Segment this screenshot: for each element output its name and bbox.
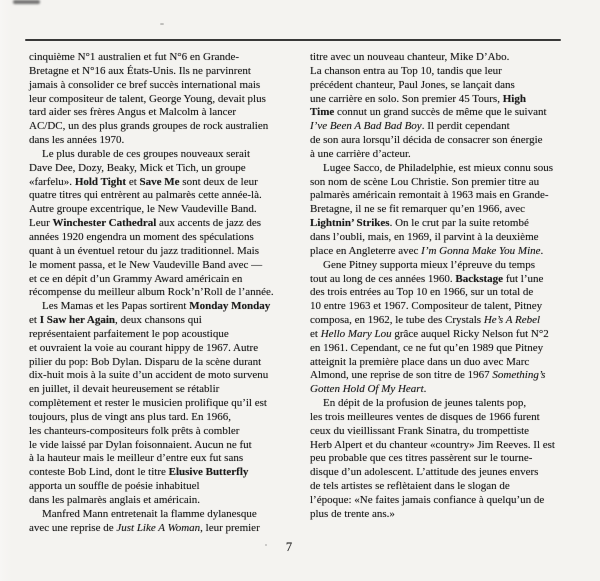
text-line	[29, 480, 301, 494]
text-line	[310, 439, 590, 453]
text-segment: La chanson entra au Top 10, tandis que leur	[310, 64, 502, 77]
text-column-left	[29, 51, 301, 536]
scan-artifact-speck	[265, 544, 267, 546]
text-segment: les chanteurs-compositeurs folk prêts à combler	[29, 424, 240, 437]
text-segment: Herb Alpert et du chanteur «country» Jim Reeves. Il est	[310, 438, 555, 451]
text-segment: le vide laissé par Dylan foisonnaient. Aucun ne fut	[29, 438, 252, 451]
text-segment: des trois entrées au Top 10 en 1966, sur un total de	[310, 286, 534, 299]
text-segment: récompense du meilleur album Rock’n’Roll de l’année.	[29, 286, 274, 299]
text-line	[29, 148, 301, 162]
text-segment: AC/DC, un des plus grands groupes de rock australien	[29, 120, 269, 133]
text-segment: dans les années 1970.	[29, 134, 125, 147]
bold-text: Lightnin’ Strikes	[310, 217, 390, 230]
paragraph	[310, 162, 590, 259]
text-segment: titre avec un nouveau chanteur, Mike D’Abo.	[310, 51, 510, 63]
text-segment: tout au long de ces années 1960.	[310, 272, 456, 285]
text-line	[29, 356, 301, 370]
text-line	[29, 425, 301, 439]
text-segment: en 1961. Cependant, ce ne fut qu’en 1989 que Pitney	[310, 341, 544, 354]
text-line	[310, 231, 590, 245]
text-segment: et	[29, 314, 40, 327]
text-line	[310, 259, 590, 273]
text-line	[29, 439, 301, 453]
text-line	[310, 508, 590, 522]
text-segment: Lugee Sacco, de Philadelphie, est mieux connu sous	[323, 161, 554, 174]
text-line	[29, 411, 301, 425]
text-segment: pilier du pop: Bob Dylan. Disparu de la scène durant	[29, 355, 262, 368]
text-line	[29, 259, 301, 273]
text-segment: plus de trente ans.»	[310, 507, 395, 520]
text-segment: ceux du vieillissant Frank Sinatra, du trompettiste	[310, 424, 530, 437]
text-segment: . On le crut par la suite retombé	[389, 217, 529, 230]
italic-text: He’s A Rebel	[483, 314, 541, 327]
text-segment: Gene Pitney supporta mieux l’épreuve du temps	[323, 258, 536, 271]
bold-text: I Saw her Again	[39, 314, 115, 327]
text-segment: Manfred Mann entretenait la flamme dylanesque	[42, 507, 257, 520]
text-segment: Le plus durable de ces groupes nouveaux serait	[42, 147, 251, 160]
text-segment: le moment passa, et le New Vaudeville Band avec —	[29, 258, 263, 271]
text-line	[310, 383, 590, 397]
bold-text: Time	[310, 106, 335, 119]
paragraph	[29, 508, 301, 536]
text-line	[29, 369, 301, 383]
text-line	[310, 452, 590, 466]
text-line	[310, 203, 590, 217]
text-segment: quatre titres qui entrèrent au palmarès cette année-là.	[29, 189, 262, 202]
text-line	[29, 314, 301, 328]
bold-text: High	[502, 92, 526, 105]
text-segment: cinquième N°1 australien et fut N°6 en Grande-	[29, 51, 240, 63]
text-segment: toujours, plus de vingt ans plus tard. En 1966,	[29, 410, 231, 423]
text-segment: une carrière en solo. Son premier 45 Tours,	[310, 92, 503, 105]
text-line	[310, 369, 590, 383]
text-segment: leur compositeur de talent, George Young, devait plus	[29, 92, 266, 105]
text-segment: disque d’un adolescent. L’attitude des jeunes envers	[310, 466, 539, 479]
text-line	[310, 65, 590, 79]
text-line	[310, 300, 590, 314]
text-segment: les trois meilleures ventes de disques de 1966 furent	[310, 410, 540, 423]
text-line	[310, 162, 590, 176]
paragraph	[29, 300, 301, 508]
text-segment: En dépit de la profusion de jeunes talents pop,	[323, 397, 527, 410]
text-segment: 10 entre 1963 et 1967. Compositeur de talent, Pitney	[310, 300, 543, 313]
text-segment: connut un grand succès de même que le suivant	[334, 106, 547, 119]
text-segment: aux accents de jazz des	[156, 217, 262, 230]
text-segment: avec une reprise de	[29, 521, 117, 534]
text-line	[310, 466, 590, 480]
text-segment: composa, en 1962, le tube des Crystals	[310, 314, 484, 327]
text-line	[29, 162, 301, 176]
text-line	[29, 286, 301, 300]
text-segment: Leur	[29, 217, 53, 230]
text-line	[310, 176, 590, 190]
italic-text: I’ve Been A Bad Bad Boy	[310, 120, 422, 133]
text-segment: quant à un éventuel retour du jazz traditionnel. Mais	[29, 244, 260, 257]
text-segment: conteste Bob Lind, dont le titre	[29, 466, 169, 479]
bold-text: Backstage	[455, 272, 504, 285]
text-segment: apporta un souffle de poésie inhabituel	[29, 480, 200, 493]
text-segment: complètement et rester le musicien prolifique qu’il est	[29, 397, 267, 410]
italic-text: Something’s	[492, 369, 546, 382]
text-line	[310, 217, 590, 231]
text-line	[29, 245, 301, 259]
top-divider-rule	[25, 39, 561, 41]
text-line	[29, 273, 301, 287]
text-segment: l’époque: «Ne faites jamais confiance à quelqu’un de	[310, 494, 545, 506]
scan-artifact-smudge	[13, 0, 40, 4]
text-segment: en juillet, il devait heureusement se rétablir	[29, 383, 220, 396]
text-segment: dans les palmarès anglais et américain.	[29, 494, 201, 506]
text-segment: et	[310, 327, 321, 340]
text-segment: dix-huit mois à la suite d’un accident de moto survenu	[29, 369, 269, 382]
italic-text: Gotten Hold Of My Heart	[310, 383, 424, 396]
text-segment: précédent chanteur, Paul Jones, se lançait dans	[310, 78, 515, 91]
text-line	[29, 51, 301, 65]
text-line	[310, 93, 590, 107]
bold-text: Monday Monday	[189, 300, 271, 313]
text-line	[29, 189, 301, 203]
text-segment: et ouvraient la voie au courant hippy de 1967. Autre	[29, 341, 259, 354]
paragraph	[29, 51, 301, 148]
text-line	[310, 411, 590, 425]
text-line	[310, 286, 590, 300]
text-segment: représentaient parfaitement le pop acoustique	[29, 327, 229, 340]
bold-text: Hold Tight	[74, 175, 127, 188]
text-line	[310, 79, 590, 93]
text-segment: et	[126, 175, 140, 188]
text-line	[310, 134, 590, 148]
text-line	[310, 273, 590, 287]
text-line	[29, 342, 301, 356]
text-segment: .	[540, 244, 544, 257]
bold-text: Elusive Butterfly	[168, 466, 249, 479]
text-line	[29, 452, 301, 466]
text-segment: de tels artistes se reflètaient dans le slogan de	[310, 480, 510, 493]
text-segment: à la hauteur mais le meilleur d’entre eux fut sans	[29, 452, 244, 465]
text-segment: grâce auquel Ricky Nelson fut N°2	[391, 327, 549, 340]
text-segment: «farfelu».	[29, 175, 75, 188]
italic-text: I’m Gonna Make You Mine	[421, 244, 541, 257]
text-segment: tard aider ses frères Angus et Malcolm à lancer	[29, 106, 237, 119]
bold-text: Save Me	[139, 175, 180, 188]
text-segment: Bretagne et N°16 aux États-Unis. Ils ne parvinrent	[29, 64, 251, 77]
text-line	[310, 120, 590, 134]
text-line	[310, 245, 590, 259]
paragraph	[310, 259, 590, 397]
italic-text: Just Like A Woman	[116, 521, 201, 534]
text-segment: peu probable que ces titres passèrent sur le tourne-	[310, 452, 533, 465]
text-line	[29, 466, 301, 480]
bold-text: Winchester Cathedral	[52, 217, 157, 230]
text-line	[29, 522, 301, 536]
text-segment: fut l’une	[503, 272, 544, 285]
text-line	[310, 189, 590, 203]
text-line	[29, 383, 301, 397]
text-line	[29, 176, 301, 190]
text-line	[29, 300, 301, 314]
text-line	[29, 93, 301, 107]
text-segment: son nom de scène Lou Christie. Son premier titre au	[310, 175, 540, 188]
text-line	[310, 314, 590, 328]
text-segment: dans l’oubli, mais, en 1969, il parvint à la deuxième	[310, 230, 539, 243]
text-segment: Bretagne, il ne se fit remarquer qu’en 1966, avec	[310, 203, 526, 216]
text-line	[29, 508, 301, 522]
text-segment: . Il perdit cependant	[421, 120, 510, 133]
text-line	[29, 134, 301, 148]
text-segment: place en Angleterre avec	[310, 244, 422, 257]
text-segment: années 1920 engendra un moment des spéculations	[29, 230, 254, 243]
text-segment: jamais à consolider ce bref succès international mais	[29, 78, 261, 91]
text-line	[29, 397, 301, 411]
paragraph	[310, 51, 590, 162]
text-segment: Autre groupe excentrique, le New Vaudeville Band.	[29, 203, 257, 216]
text-column-right	[310, 51, 590, 522]
text-line	[310, 494, 590, 508]
text-line	[310, 397, 590, 411]
paragraph	[310, 397, 590, 522]
text-line	[310, 342, 590, 356]
text-segment: , leur premier	[200, 521, 260, 534]
page-number: 7	[285, 540, 293, 554]
text-segment: sont deux de leur	[179, 175, 258, 188]
text-line	[29, 79, 301, 93]
text-line	[310, 425, 590, 439]
text-segment: palmarès américain remontait à 1963 mais en Grande-	[310, 189, 549, 202]
italic-text: Hello Mary Lou	[320, 327, 392, 340]
text-line	[29, 120, 301, 134]
text-line	[29, 65, 301, 79]
text-segment: à une carrière d’acteur.	[310, 147, 411, 160]
text-line	[29, 328, 301, 342]
text-segment: de son aura lorsqu’il décida de consacrer son énergie	[310, 134, 543, 147]
text-line	[29, 106, 301, 120]
text-segment: atteignit la première place dans un duo avec Marc	[310, 355, 530, 368]
text-segment: , deux chansons qui	[115, 314, 202, 327]
scan-artifact-speck	[160, 23, 164, 25]
text-line	[310, 480, 590, 494]
text-segment: et ce en dépit d’un Grammy Award américain en	[29, 272, 243, 285]
text-segment: Dave Dee, Dozy, Beaky, Mick et Tich, un groupe	[29, 161, 246, 174]
text-line	[310, 356, 590, 370]
text-line	[29, 231, 301, 245]
text-line	[29, 203, 301, 217]
text-line	[29, 217, 301, 231]
text-segment: .	[423, 383, 427, 396]
text-line	[310, 328, 590, 342]
text-line	[29, 494, 301, 508]
text-line	[310, 106, 590, 120]
text-line	[310, 51, 590, 65]
text-segment: Les Mamas et les Papas sortirent	[42, 300, 190, 313]
text-line	[310, 148, 590, 162]
paragraph	[29, 148, 301, 300]
text-segment: Almond, une reprise de son titre de 1967	[310, 369, 493, 382]
